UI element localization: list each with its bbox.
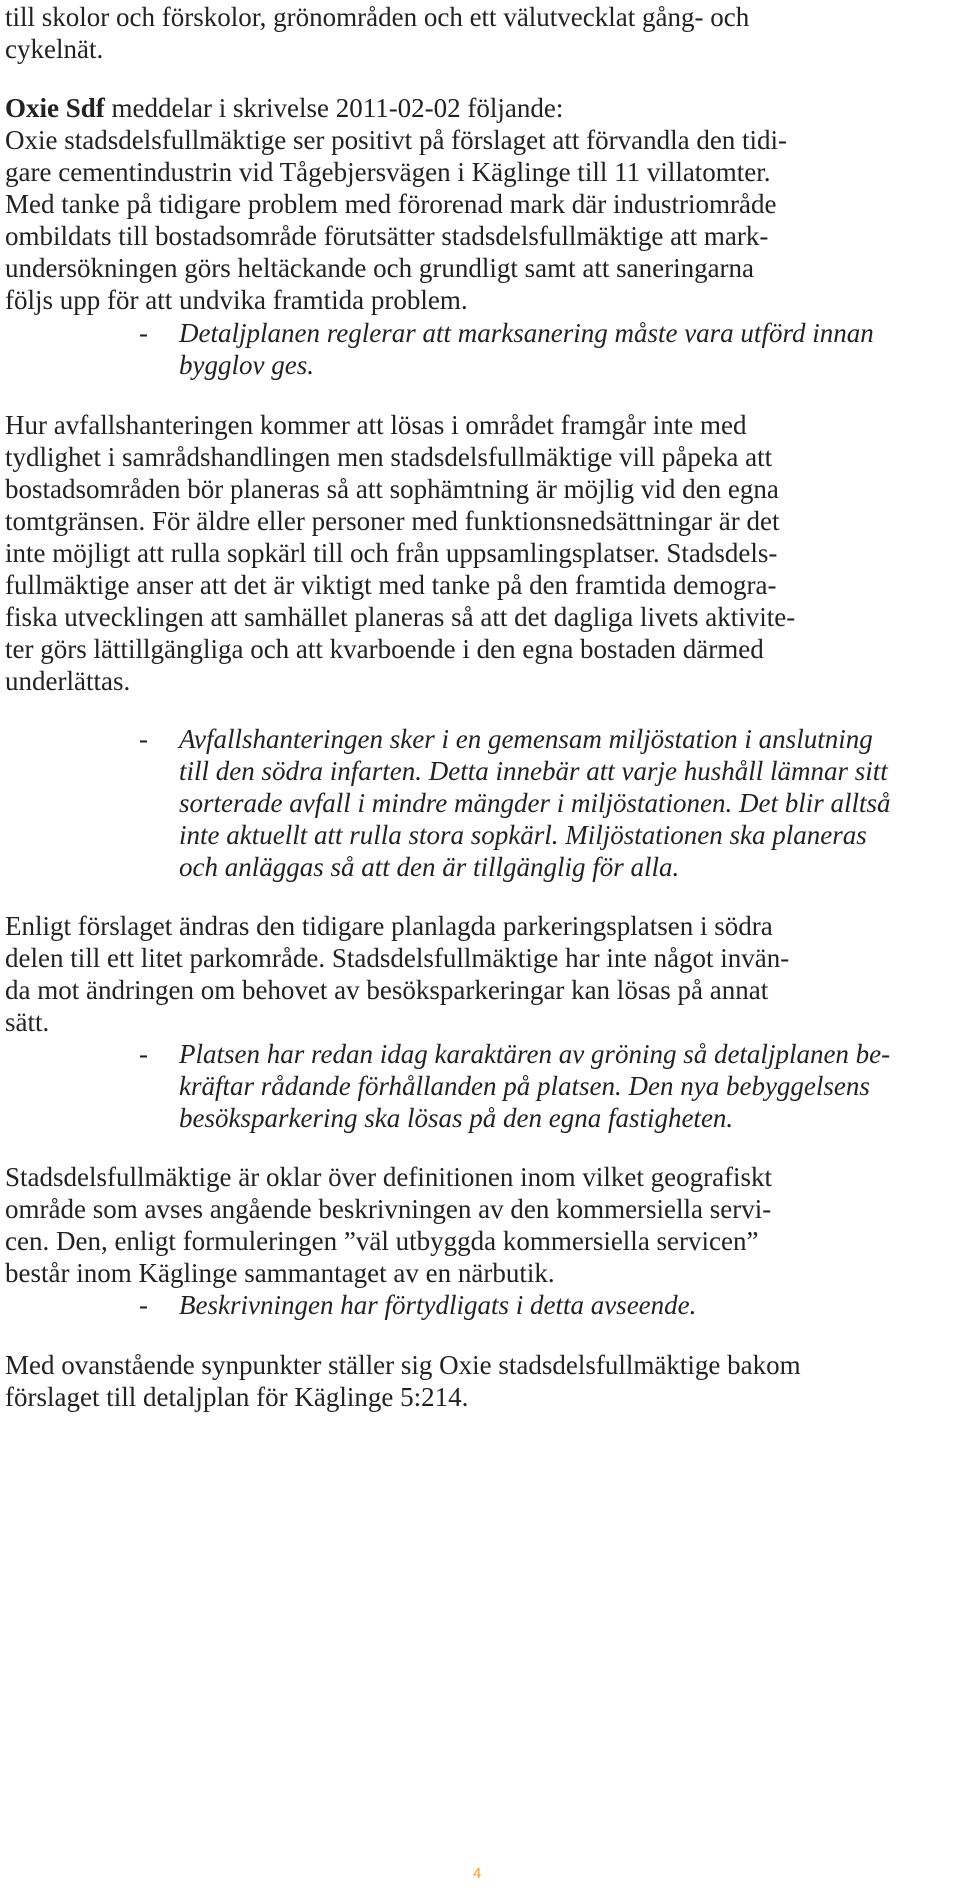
text-line: underlättas.	[5, 666, 131, 696]
reply-line: besöksparkering ska lösas på den egna fastigheten.	[179, 1103, 734, 1133]
reply-line: Platsen har redan idag karaktären av gröning så detaljplanen be-	[179, 1039, 891, 1069]
text-line: Oxie stadsdelsfullmäktige ser positivt på förslaget att förvandla den tidi-	[5, 125, 788, 155]
bullet-dash: -	[139, 1039, 148, 1069]
sender-name: Oxie Sdf	[5, 93, 105, 123]
text-line: består inom Käglinge sammantaget av en närbutik.	[5, 1258, 555, 1288]
text-line: delen till ett litet parkområde. Stadsdelsfullmäktige har inte något invän-	[5, 943, 790, 973]
text-line: bostadsområden bör planeras så att sophämtning är möjlig vid den egna	[5, 474, 779, 504]
text-line: Enligt förslaget ändras den tidigare planlagda parkeringsplatsen i södra	[5, 911, 773, 941]
text-line: inte möjligt att rulla sopkärl till och från uppsamlingsplatser. Stadsdels-	[5, 538, 778, 568]
text-line: fiska utvecklingen att samhället planeras så att det dagliga livets aktivite-	[5, 602, 796, 632]
bullet-dash: -	[139, 724, 148, 754]
text-line: område som avses angående beskrivningen av den kommersiella servi-	[5, 1194, 772, 1224]
text-line: cykelnät.	[5, 34, 104, 64]
sender-text: meddelar i skrivelse 2011-02-02 följande:	[104, 93, 564, 123]
bullet-dash: -	[139, 318, 148, 348]
reply-line: sorterade avfall i mindre mängder i miljöstationen. Det blir alltså	[179, 788, 891, 818]
text-line: cen. Den, enligt formuleringen ”väl utbyggda kommersiella servicen”	[5, 1226, 759, 1256]
text-line: gare cementindustrin vid Tågebjersvägen i Käglinge till 11 villatomter.	[5, 157, 771, 187]
text-line: ter görs lättillgängliga och att kvarboende i den egna bostaden därmed	[5, 634, 764, 664]
text-line: tomtgränsen. För äldre eller personer med funktionsnedsättningar är det	[5, 506, 780, 536]
reply-line: till den södra infarten. Detta innebär att varje hushåll lämnar sitt	[179, 756, 888, 786]
text-line: da mot ändringen om behovet av besöksparkeringar kan lösas på annat	[5, 975, 769, 1005]
reply-line: kräftar rådande förhållanden på platsen. Den nya bebyggelsens	[179, 1071, 870, 1101]
text-line: Med tanke på tidigare problem med förorenad mark där industriområde	[5, 189, 777, 219]
text-line: tydlighet i samrådshandlingen men stadsdelsfullmäktige vill påpeka att	[5, 442, 773, 472]
reply-line: Detaljplanen reglerar att marksanering måste vara utförd innan	[179, 318, 874, 348]
reply-line: bygglov ges.	[179, 350, 314, 380]
text-line: Hur avfallshanteringen kommer att lösas i området framgår inte med	[5, 410, 747, 440]
bullet-dash: -	[139, 1290, 148, 1320]
text-line: Stadsdelsfullmäktige är oklar över definitionen inom vilket geografiskt	[5, 1162, 773, 1192]
text-line: undersökningen görs heltäckande och grundligt samt att saneringarna	[5, 253, 755, 283]
text-line: fullmäktige anser att det är viktigt med tanke på den framtida demogra-	[5, 570, 777, 600]
text-line: förslaget till detaljplan för Käglinge 5:214.	[5, 1382, 469, 1412]
page-number: 4	[473, 1865, 482, 1882]
text-line: sätt.	[5, 1007, 50, 1037]
text-line: ombildats till bostadsområde förutsätter stadsdelsfullmäktige att mark-	[5, 221, 769, 251]
reply-line: och anläggas så att den är tillgänglig för alla.	[179, 852, 680, 882]
reply-line: Beskrivningen har förtydligats i detta avseende.	[179, 1290, 697, 1320]
text-line	[5, 95, 563, 122]
text-line: Med ovanstående synpunkter ställer sig Oxie stadsdelsfullmäktige bakom	[5, 1350, 801, 1380]
text-line: följs upp för att undvika framtida problem.	[5, 285, 468, 315]
reply-line: Avfallshanteringen sker i en gemensam miljöstation i anslutning	[179, 724, 873, 754]
reply-line: inte aktuellt att rulla stora sopkärl. Miljöstationen ska planeras	[179, 820, 867, 850]
text-line: till skolor och förskolor, grönområden och ett välutvecklat gång- och	[5, 2, 750, 32]
